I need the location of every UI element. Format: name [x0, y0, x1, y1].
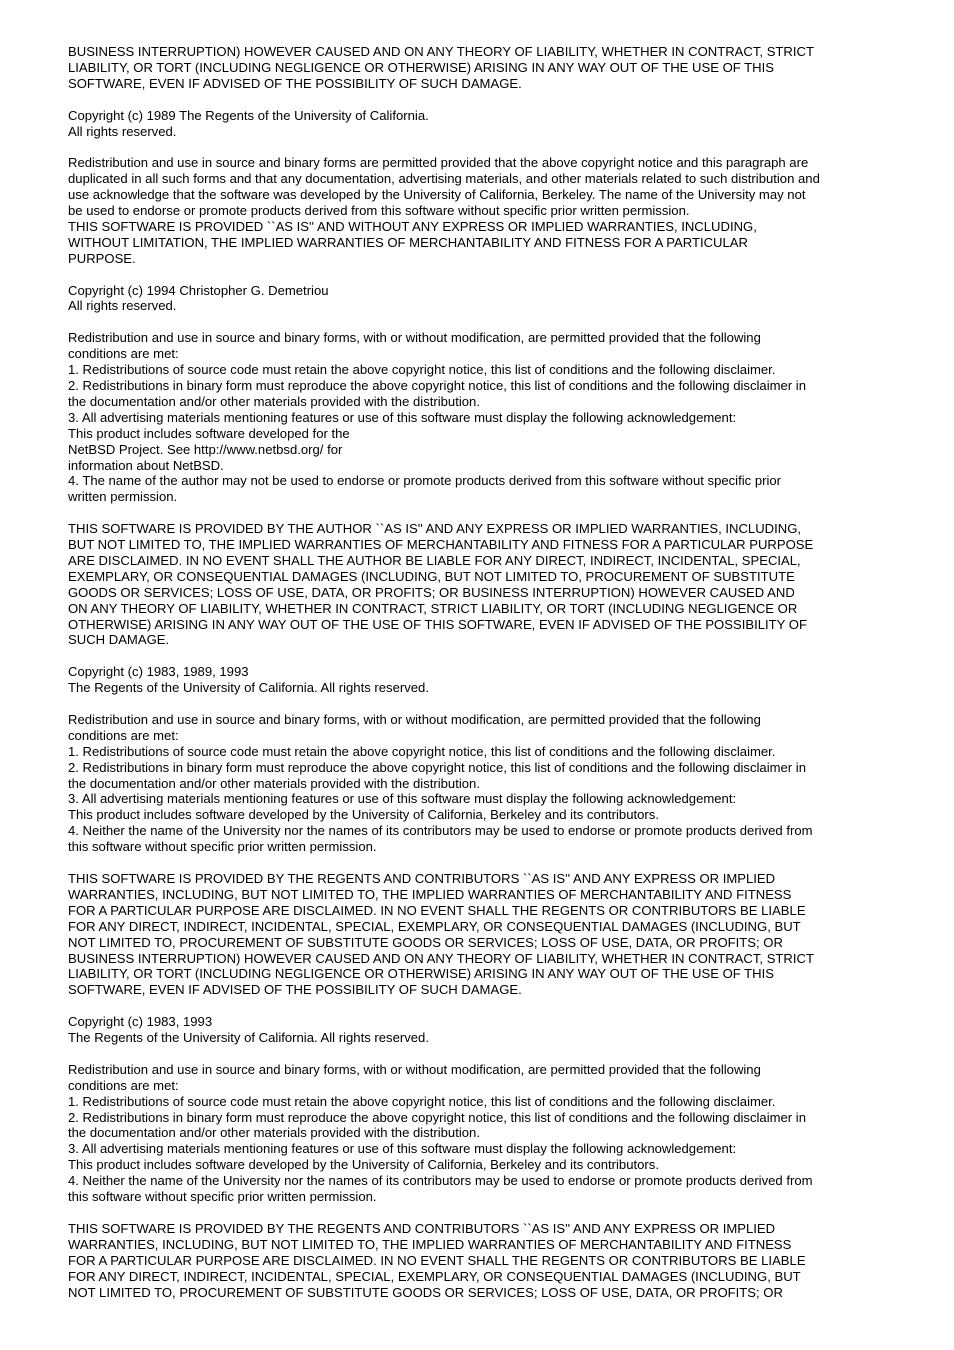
license-text-line: conditions are met:	[68, 1077, 179, 1093]
license-text-line: this software without specific prior written permission.	[68, 1189, 377, 1205]
license-text-line: duplicated in all such forms and that any documentation, advertising materials, and other materials related to such distribution and	[68, 171, 820, 187]
license-text-line: SOFTWARE, EVEN IF ADVISED OF THE POSSIBILITY OF SUCH DAMAGE.	[68, 75, 522, 91]
license-text-line: be used to endorse or promote products derived from this software without specific prior written permission.	[68, 203, 690, 219]
license-text-line: NetBSD Project. See http://www.netbsd.org/ for	[68, 441, 343, 457]
license-text-line: LIABILITY, OR TORT (INCLUDING NEGLIGENCE OR OTHERWISE) ARISING IN ANY WAY OUT OF THE USE OF THIS	[68, 59, 774, 75]
license-text-line: the documentation and/or other materials provided with the distribution.	[68, 1125, 480, 1141]
license-text-line: BUT NOT LIMITED TO, THE IMPLIED WARRANTIES OF MERCHANTABILITY AND FITNESS FOR A PARTICULAR PURPOSE	[68, 537, 814, 553]
license-text-line: Redistribution and use in source and binary forms, with or without modification, are permitted provided that the following	[68, 711, 761, 727]
license-text-line: 1. Redistributions of source code must retain the above copyright notice, this list of conditions and the following disclaimer.	[68, 362, 776, 378]
license-text-line: ARE DISCLAIMED. IN NO EVENT SHALL THE AUTHOR BE LIABLE FOR ANY DIRECT, INDIRECT, INCIDENTAL, SPECIAL,	[68, 552, 801, 568]
license-text-line: Redistribution and use in source and binary forms, with or without modification, are permitted provided that the following	[68, 330, 761, 346]
license-document	[68, 44, 898, 1316]
license-text-line: SUCH DAMAGE.	[68, 632, 170, 648]
license-paragraph	[68, 44, 898, 92]
license-text-line: PURPOSE.	[68, 250, 136, 266]
license-text-line: The Regents of the University of California. All rights reserved.	[68, 1030, 429, 1046]
license-text-line: conditions are met:	[68, 346, 179, 362]
license-text-line: 3. All advertising materials mentioning features or use of this software must display the following acknowledgement:	[68, 409, 737, 425]
license-text-line: Copyright (c) 1983, 1993	[68, 1014, 213, 1030]
license-text-line: This product includes software developed by the University of California, Berkeley and its contributors.	[68, 1157, 659, 1173]
license-text-line: 1. Redistributions of source code must retain the above copyright notice, this list of conditions and the following disclaimer.	[68, 1093, 776, 1109]
license-text-line: 2. Redistributions in binary form must reproduce the above copyright notice, this list of conditions and the following disclaimer in	[68, 377, 806, 393]
license-text-line: FOR ANY DIRECT, INDIRECT, INCIDENTAL, SPECIAL, EXEMPLARY, OR CONSEQUENTIAL DAMAGES (INCLUDING, BUT	[68, 918, 801, 934]
license-text-line: WARRANTIES, INCLUDING, BUT NOT LIMITED TO, THE IMPLIED WARRANTIES OF MERCHANTABILITY AND FITNESS	[68, 1236, 792, 1252]
license-text-line: The Regents of the University of California. All rights reserved.	[68, 680, 429, 696]
license-text-line: THIS SOFTWARE IS PROVIDED ``AS IS'' AND WITHOUT ANY EXPRESS OR IMPLIED WARRANTIES, INCLUDING,	[68, 218, 757, 234]
license-text-line: NOT LIMITED TO, PROCUREMENT OF SUBSTITUTE GOODS OR SERVICES; LOSS OF USE, DATA, OR PROFITS; OR	[68, 934, 783, 950]
license-paragraph	[68, 521, 898, 648]
license-text-line: 4. Neither the name of the University nor the names of its contributors may be used to endorse or promote products derived from	[68, 1173, 813, 1189]
license-text-line: WITHOUT LIMITATION, THE IMPLIED WARRANTIES OF MERCHANTABILITY AND FITNESS FOR A PARTICULAR	[68, 234, 748, 250]
license-text-line: 3. All advertising materials mentioning features or use of this software must display the following acknowledgement:	[68, 791, 737, 807]
license-paragraph	[68, 871, 898, 998]
license-text-line: the documentation and/or other materials provided with the distribution.	[68, 775, 480, 791]
license-text-line: All rights reserved.	[68, 123, 177, 139]
license-text-line: This product includes software developed for the	[68, 425, 350, 441]
license-text-line: FOR A PARTICULAR PURPOSE ARE DISCLAIMED. IN NO EVENT SHALL THE REGENTS OR CONTRIBUTORS BE LIABLE	[68, 902, 806, 918]
license-text-line: written permission.	[68, 489, 178, 505]
license-text-line: use acknowledge that the software was developed by the University of California, Berkeley. The name of the University may not	[68, 187, 806, 203]
license-text-line: THIS SOFTWARE IS PROVIDED BY THE REGENTS AND CONTRIBUTORS ``AS IS'' AND ANY EXPRESS OR IMPLIED	[68, 871, 776, 886]
license-text-line: 4. The name of the author may not be used to endorse or promote products derived from this software without specific prior	[68, 473, 782, 489]
license-paragraph	[68, 712, 898, 855]
license-text-line: SOFTWARE, EVEN IF ADVISED OF THE POSSIBILITY OF SUCH DAMAGE.	[68, 982, 522, 998]
license-paragraph	[68, 108, 898, 140]
license-text-line: the documentation and/or other materials provided with the distribution.	[68, 393, 480, 409]
license-text-line: FOR ANY DIRECT, INDIRECT, INCIDENTAL, SPECIAL, EXEMPLARY, OR CONSEQUENTIAL DAMAGES (INCLUDING, BUT	[68, 1268, 801, 1284]
license-text-line: LIABILITY, OR TORT (INCLUDING NEGLIGENCE OR OTHERWISE) ARISING IN ANY WAY OUT OF THE USE OF THIS	[68, 966, 774, 982]
license-text-line: 3. All advertising materials mentioning features or use of this software must display the following acknowledgement:	[68, 1141, 737, 1157]
license-paragraph	[68, 330, 898, 505]
license-text-line: Redistribution and use in source and binary forms, with or without modification, are permitted provided that the following	[68, 1061, 761, 1077]
license-text-line: BUSINESS INTERRUPTION) HOWEVER CAUSED AND ON ANY THEORY OF LIABILITY, WHETHER IN CONTRACT, STRICT	[68, 44, 814, 59]
license-text-line: 2. Redistributions in binary form must reproduce the above copyright notice, this list of conditions and the following disclaimer in	[68, 759, 806, 775]
license-text-line: Copyright (c) 1989 The Regents of the University of California.	[68, 107, 429, 123]
license-text-line: THIS SOFTWARE IS PROVIDED BY THE REGENTS AND CONTRIBUTORS ``AS IS'' AND ANY EXPRESS OR IMPLIED	[68, 1220, 776, 1236]
license-text-line: Redistribution and use in source and binary forms are permitted provided that the above copyright notice and this paragraph are	[68, 155, 809, 171]
license-paragraph	[68, 1062, 898, 1205]
license-text-line: EXEMPLARY, OR CONSEQUENTIAL DAMAGES (INCLUDING, BUT NOT LIMITED TO, PROCUREMENT OF SUBSTITUTE	[68, 568, 795, 584]
license-paragraph	[68, 1014, 898, 1046]
license-text-line: This product includes software developed by the University of California, Berkeley and its contributors.	[68, 807, 659, 823]
license-text-line: ON ANY THEORY OF LIABILITY, WHETHER IN CONTRACT, STRICT LIABILITY, OR TORT (INCLUDING NEGLIGENCE OR	[68, 600, 798, 616]
license-text-line: FOR A PARTICULAR PURPOSE ARE DISCLAIMED. IN NO EVENT SHALL THE REGENTS OR CONTRIBUTORS BE LIABLE	[68, 1252, 806, 1268]
license-text-line: NOT LIMITED TO, PROCUREMENT OF SUBSTITUTE GOODS OR SERVICES; LOSS OF USE, DATA, OR PROFITS; OR	[68, 1284, 783, 1300]
license-paragraph	[68, 155, 898, 266]
license-text-line: WARRANTIES, INCLUDING, BUT NOT LIMITED TO, THE IMPLIED WARRANTIES OF MERCHANTABILITY AND FITNESS	[68, 886, 792, 902]
license-paragraph	[68, 664, 898, 696]
license-text-line: BUSINESS INTERRUPTION) HOWEVER CAUSED AND ON ANY THEORY OF LIABILITY, WHETHER IN CONTRACT, STRICT	[68, 950, 814, 966]
license-text-line: All rights reserved.	[68, 298, 177, 314]
license-text-line: Copyright (c) 1983, 1989, 1993	[68, 664, 249, 680]
license-text-line: OTHERWISE) ARISING IN ANY WAY OUT OF THE USE OF THIS SOFTWARE, EVEN IF ADVISED OF THE POSSIBILITY OF	[68, 616, 807, 632]
license-text-line: 2. Redistributions in binary form must reproduce the above copyright notice, this list of conditions and the following disclaimer in	[68, 1109, 806, 1125]
license-paragraph	[68, 1221, 898, 1301]
license-text-line: information about NetBSD.	[68, 457, 224, 473]
license-text-line: this software without specific prior written permission.	[68, 839, 377, 855]
license-text-line: 1. Redistributions of source code must retain the above copyright notice, this list of conditions and the following disclaimer.	[68, 743, 776, 759]
license-paragraph	[68, 283, 898, 315]
license-text-line: 4. Neither the name of the University nor the names of its contributors may be used to endorse or promote products derived from	[68, 823, 813, 839]
license-text-line: THIS SOFTWARE IS PROVIDED BY THE AUTHOR ``AS IS'' AND ANY EXPRESS OR IMPLIED WARRANTIES, INCLUDING,	[68, 521, 802, 537]
license-text-line: Copyright (c) 1994 Christopher G. Demetriou	[68, 282, 329, 298]
license-text-line: conditions are met:	[68, 727, 179, 743]
license-text-line: GOODS OR SERVICES; LOSS OF USE, DATA, OR PROFITS; OR BUSINESS INTERRUPTION) HOWEVER CAUSED AND	[68, 584, 795, 600]
